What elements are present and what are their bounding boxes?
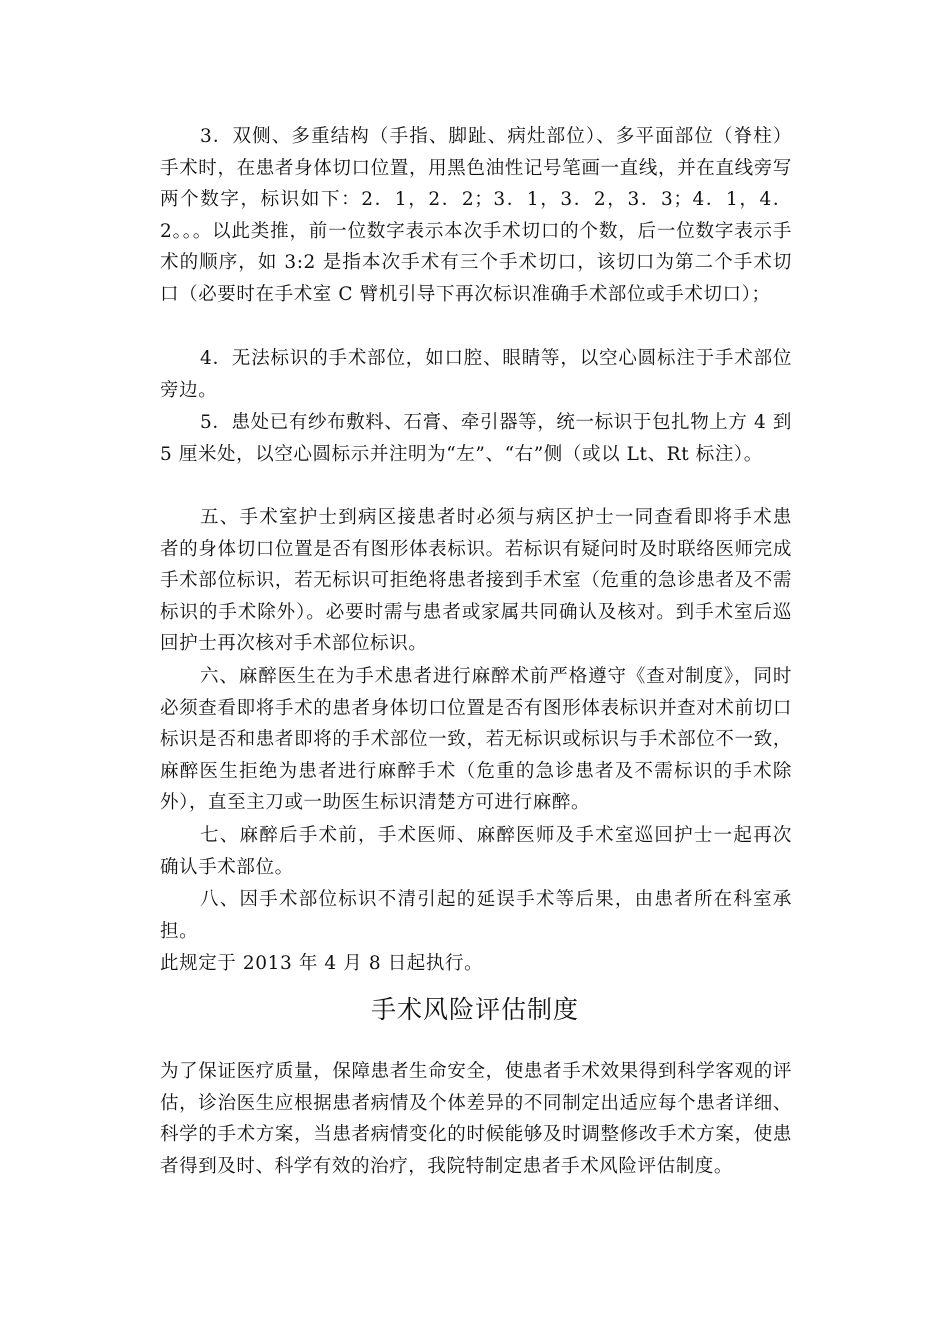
paragraph-item-4: 4．无法标识的手术部位，如口腔、眼睛等，以空心圆标注于手术部位旁边。 (160, 348, 792, 401)
section-title: 手术风险评估制度 (370, 995, 579, 1024)
paragraph-section-6: 六、麻醉医生在为手术患者进行麻醉术前严格遵守《查对制度》，同时必须查看即将手术的患者身体切口位置是否有图形体表标识并查对术前切口标识是否和患者即将的手术部位一致，若无标识或标识与手术部位不一致，麻醉医生拒绝为患者进行麻醉手术（危重的急诊患者及不需标识的手术除外），直至主刀或一助医生标识清楚方可进行麻醉。 (160, 666, 792, 814)
paragraph-section-5: 五、手术室护士到病区接患者时必须与病区护士一同查看即将手术患者的身体切口位置是否有图形体表标识。若标识有疑问时及时联络医师完成手术部位标识，若无标识可拒绝将患者接到手术室（危重的急诊患者及不需标识的手术除外）。必要时需与患者或家属共同确认及核对。到手术室后巡回护士再次核对手术部位标识。 (160, 507, 792, 655)
paragraph-item-5: 5．患处已有纱布敷料、石膏、牵引器等，统一标识于包扎物上方 4 到 5 厘米处，以空心圆标示并注明为“左”、“右”侧（或以 Lt、Rt 标注）。 (160, 412, 792, 465)
intro-paragraph: 为了保证医疗质量，保障患者生命安全，使患者手术效果得到科学客观的评估，诊治医生应根据患者病情及个体差异的不同制定出适应每个患者详细、科学的手术方案，当患者病情变化的时候能够及时调整修改手术方案，使患者得到及时、科学有效的治疗，我院特制定患者手术风险评估制度。 (160, 1061, 792, 1177)
paragraph-section-7: 七、麻醉后手术前，手术医师、麻醉医师及手术室巡回护士一起再次确认手术部位。 (160, 825, 792, 878)
effective-date-line: 此规定于 2013 年 4 月 8 日起执行。 (160, 953, 484, 974)
paragraph-item-3: 3．双侧、多重结构（手指、脚趾、病灶部位）、多平面部位（脊柱）手术时，在患者身体切口位置，用黑色油性记号笔画一直线，并在直线旁写两个数字，标识如下：2．1，2．2；3．1，3．2，3．3；4．1，4．2。。。以此类推，前一位数字表示本次手术切口的个数，后一位数字表示手术的顺序，如 3:2 是指本次手术有三个手术切口，该切口为第二个手术切口（必要时在手术室 C 臂机引导下再次标识准确手术部位或手术切口）； (160, 126, 792, 305)
paragraph-section-8: 八、因手术部位标识不清引起的延误手术等后果，由患者所在科室承担。 (160, 889, 792, 942)
